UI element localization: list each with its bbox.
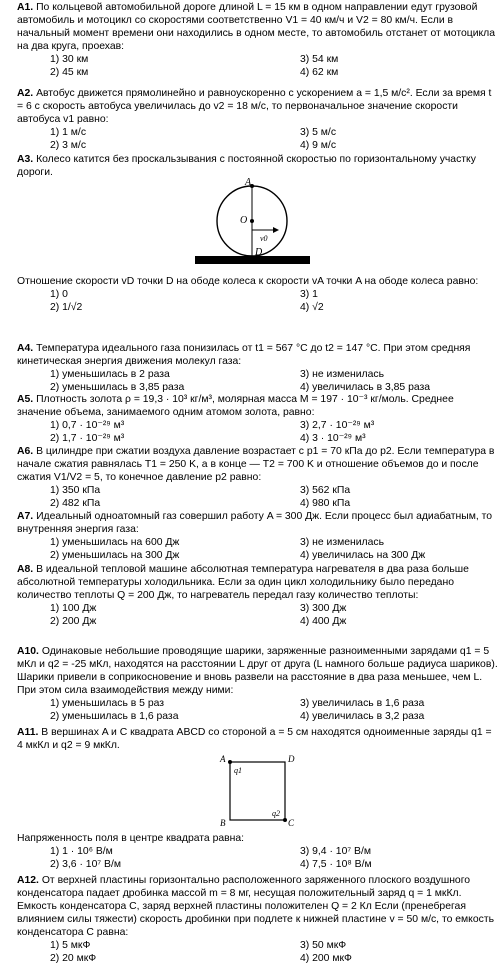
answer-option-2[interactable]: 2) уменьшилась в 1,6 раза [50, 711, 179, 722]
label-a: A [220, 754, 226, 764]
answer-option-1[interactable]: 1) 100 Дж [50, 603, 97, 614]
question-body: По кольцевой автомобильной дороге длиной L = 15 км в одном направлении едут грузовой автомобиль и мотоцикл со скоростями соответственно V1 = 40 км/ч и V2 = 80 км/ч. Если в начальный момент времени они находились в одном месте, то автомобиль отстанет от мотоцикла на два круга, проехав: [17, 2, 496, 52]
answer-option-2[interactable]: 2) 200 Дж [50, 616, 97, 627]
question-body: Температура идеального газа понизилась от t1 = 567 °C до t2 = 147 °C. При этом средняя кинетическая энергия движения молекул газа: [17, 343, 471, 367]
answer-option-1[interactable]: 1) уменьшилась в 2 раза [50, 369, 170, 380]
answer-option-4[interactable]: 4) 200 мкФ [300, 953, 352, 964]
answer-option-1[interactable]: 1) 0 [50, 289, 68, 300]
answer-option-2[interactable]: 2) уменьшилась на 300 Дж [50, 550, 180, 561]
answer-option-4[interactable]: 4) 9 м/с [300, 140, 337, 151]
question-number: А8. [17, 564, 34, 575]
answer-option-4[interactable]: 4) 7,5 · 10⁸ В/м [300, 859, 372, 870]
question-number: А1. [17, 2, 34, 13]
label-d: D [288, 754, 295, 764]
answer-option-2[interactable]: 2) 482 кПа [50, 498, 101, 509]
answer-option-3[interactable]: 3) 54 км [300, 54, 339, 65]
label-v0: v0 [260, 234, 268, 243]
question-a11 [17, 726, 499, 871]
charge-a [228, 760, 232, 764]
answer-option-3[interactable]: 3) 300 Дж [300, 603, 347, 614]
question-body: В вершинах A и C квадрата ABCD со стороной a = 5 см находятся одноименные заряды q1 = 4 мкКл и q2 = 9 мкКл. [17, 727, 492, 751]
answer-option-3[interactable]: 3) 5 м/с [300, 127, 337, 138]
answer-options [17, 845, 499, 871]
question-body: Идеальный одноатомный газ совершил работу A = 300 Дж. Если процесс был адиабатным, то внутренняя энергия газа: [17, 511, 493, 535]
question-a11-text [17, 726, 499, 752]
answer-option-4[interactable]: 4) увеличилась в 3,85 раза [300, 382, 431, 393]
answer-option-1[interactable]: 1) 5 мкФ [50, 940, 91, 951]
question-a10-text [17, 645, 499, 697]
answer-option-3[interactable]: 3) не изменилась [300, 537, 385, 548]
question-a5 [17, 393, 499, 445]
answer-option-4[interactable]: 4) увеличилась на 300 Дж [300, 550, 426, 561]
answer-option-1[interactable]: 1) 30 км [50, 54, 89, 65]
answer-option-3[interactable]: 3) увеличилась в 1,6 раза [300, 698, 425, 709]
question-a3-text [17, 153, 499, 179]
question-number: А2. [17, 88, 34, 99]
answer-option-4[interactable]: 4) 3 · 10⁻²⁹ м³ [300, 433, 366, 444]
question-a12 [17, 874, 499, 965]
answer-option-1[interactable]: 1) 350 кПа [50, 485, 101, 496]
answer-option-1[interactable]: 1) уменьшилась на 600 Дж [50, 537, 180, 548]
question-body: В идеальной тепловой машине абсолютная температура нагревателя в два раза больше абсолютной температуры холодильника. Если за один цикл холодильнику было передано количество теплоты Q = 200 Дж, то нагреватель передал газу количество теплоты: [17, 564, 469, 601]
answer-option-3[interactable]: 3) не изменилась [300, 369, 385, 380]
answer-option-2[interactable]: 2) уменьшилась в 3,85 раза [50, 382, 185, 393]
answer-options [17, 484, 499, 510]
square-figure [17, 756, 499, 828]
answer-option-2[interactable]: 2) 20 мкФ [50, 953, 97, 964]
answer-options [17, 126, 499, 152]
question-number: А10. [17, 646, 39, 657]
question-a4-text [17, 342, 499, 368]
question-a6-text [17, 445, 499, 484]
road-surface [195, 256, 310, 264]
label-q1: q1 [234, 766, 242, 775]
answer-option-1[interactable]: 1) 0,7 · 10⁻²⁹ м³ [50, 420, 125, 431]
question-a1-text [17, 1, 499, 53]
question-a10 [17, 645, 499, 723]
answer-option-4[interactable]: 4) увеличилась в 3,2 раза [300, 711, 425, 722]
question-number: А6. [17, 446, 34, 457]
question-a2 [17, 87, 499, 152]
label-c: C [288, 818, 295, 828]
question-a3-followup: Отношение скорости vD точки D на ободе колеса к скорости vA точки A на ободе колеса равно: [17, 276, 479, 287]
answer-option-2[interactable]: 2) 3,6 · 10⁷ В/м [50, 859, 121, 870]
answer-option-4[interactable]: 4) √2 [300, 302, 324, 313]
answer-options [17, 368, 499, 394]
question-body: Колесо катится без проскальзывания с постоянной скоростью по горизонтальному участку дороги. [17, 154, 476, 178]
question-number: А4. [17, 343, 34, 354]
question-a4 [17, 342, 499, 394]
answer-option-1[interactable]: 1) уменьшилась в 5 раз [50, 698, 165, 709]
answer-option-4[interactable]: 4) 400 Дж [300, 616, 347, 627]
answer-option-3[interactable]: 3) 9,4 · 10⁷ В/м [300, 846, 371, 857]
label-q2: q2 [272, 809, 280, 818]
answer-options [17, 53, 499, 79]
question-number: А5. [17, 394, 34, 405]
answer-option-3[interactable]: 3) 2,7 · 10⁻²⁹ м³ [300, 420, 375, 431]
question-a12-text [17, 874, 499, 939]
answer-option-4[interactable]: 4) 980 кПа [300, 498, 351, 509]
question-a5-text [17, 393, 499, 419]
label-o: O [240, 215, 248, 226]
answer-option-2[interactable]: 2) 3 м/с [50, 140, 87, 151]
question-a1 [17, 1, 499, 79]
question-a7 [17, 510, 499, 562]
question-a8-text [17, 563, 499, 602]
answer-option-2[interactable]: 2) 1/√2 [50, 302, 83, 313]
question-a2-text [17, 87, 499, 126]
answer-option-1[interactable]: 1) 1 м/с [50, 127, 87, 138]
answer-option-2[interactable]: 2) 45 км [50, 67, 89, 78]
answer-options [17, 939, 499, 965]
label-a: A [245, 177, 252, 188]
question-body: Плотность золота ρ = 19,3 · 10³ кг/м³, молярная масса M = 197 · 10⁻³ кг/моль. Среднее значение объема, занимаемого одним атомом золота, равно: [17, 394, 454, 418]
answer-option-2[interactable]: 2) 1,7 · 10⁻²⁹ м³ [50, 433, 125, 444]
question-a3 [17, 153, 499, 314]
question-body: В цилиндре при сжатии воздуха давление возрастает с p1 = 70 кПа до p2. Если температура в начале сжатия равнялась T1 = 250 K, а в конце — T2 = 700 K и отношение объемов до и после сжатия V1/V2 = 5, то конечное давление p2 равно: [17, 446, 495, 483]
question-a8 [17, 563, 499, 628]
answer-option-4[interactable]: 4) 62 км [300, 67, 339, 78]
question-a11-followup: Напряженность поля в центре квадрата равна: [17, 833, 245, 844]
label-d: D [255, 247, 263, 258]
question-body: От верхней пластины горизонтально расположенного заряженного плоского воздушного конденсатора падает дробинка массой m = 8 мг, несущая положительный заряд q = 1 мкКл. Емкость конденсатора C, заряд верхней пластины положителен Q = 2 Кл Если (пренебрегая влиянием силы тяжести) скорость дробинки при подлете к нижней пластине v = 50 м/с, то емкость конденсатора C равна: [17, 875, 494, 938]
answer-options [17, 602, 499, 628]
question-body: Одинаковые небольшие проводящие шарики, заряженные разноименными зарядами q1 = 5 мКл и q2 = -25 мКл, находятся на расстоянии L друг от друга (L намного больше радиуса шариков). Шарики привели в соприкосновение и вновь развели на расстояние в два раза меньшее, чем L. При этом сила взаимодействия между ними: [17, 646, 498, 696]
answer-option-3[interactable]: 3) 1 [300, 289, 318, 300]
answer-option-3[interactable]: 3) 562 кПа [300, 485, 351, 496]
answer-options [17, 697, 499, 723]
question-number: А7. [17, 511, 34, 522]
question-a7-text [17, 510, 499, 536]
question-number: А12. [17, 875, 39, 886]
center-o [250, 219, 254, 223]
question-body: Автобус движется прямолинейно и равноускоренно с ускорением a = 1,5 м/с². Если за время t = 6 с скорость автобуса увеличилась до v2 = 18 м/с, то первоначальное значение скорости автобуса v1 равно: [17, 88, 492, 125]
velocity-arrowhead [273, 227, 279, 233]
answer-options [17, 288, 499, 314]
label-b: B [220, 818, 226, 828]
wheel-figure [17, 177, 499, 269]
question-a6 [17, 445, 499, 510]
charge-c [283, 818, 287, 822]
answer-option-1[interactable]: 1) 1 · 10⁶ В/м [50, 846, 113, 857]
question-number: А3. [17, 154, 34, 165]
answer-options [17, 536, 499, 562]
question-number: А11. [17, 727, 39, 738]
answer-option-3[interactable]: 3) 50 мкФ [300, 940, 347, 951]
answer-options [17, 419, 499, 445]
